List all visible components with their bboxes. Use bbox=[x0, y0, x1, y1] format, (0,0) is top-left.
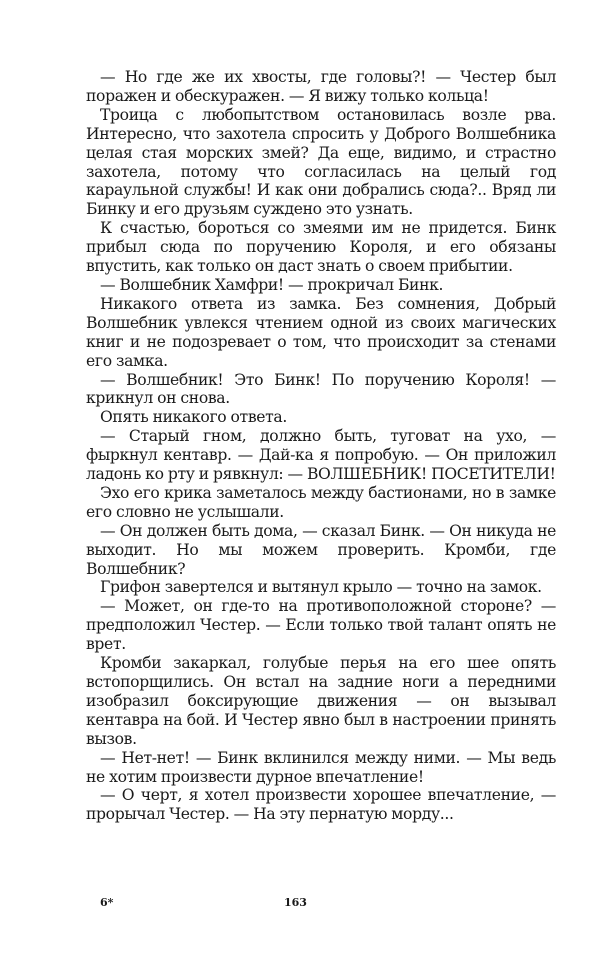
page-number: 163 bbox=[284, 896, 307, 909]
text-column bbox=[86, 68, 556, 824]
paragraph: Кромби закаркал, голубые перья на его шее опять встопорщились. Он встал на задние ноги а передними изобразил боксирующие движения — он вызывал кентавра на бой. И Честер явно был в настроении принять вызов. bbox=[86, 654, 556, 748]
paragraph: Троица с любопытством остановилась возле рва. Интересно, что захотела спросить у Доброго Волшебника целая стая морских змей? Да еще, видимо, и страстно захотела, потому что согласилась на целый год караульной службы! И как они добрались сюда?.. Вряд ли Бинку и его друзьям суждено это узнать. bbox=[86, 105, 556, 219]
paragraph: — Может, он где-то на противоположной стороне? — предположил Честер. — Если только твой талант опять не врет. bbox=[86, 597, 556, 654]
signature-mark: 6* bbox=[100, 896, 114, 909]
paragraph: Опять никакого ответа. bbox=[100, 408, 287, 427]
paragraph: — О черт, я хотел произвести хорошее впечатление, — прорычал Честер. — На эту пернатую морду... bbox=[86, 786, 556, 824]
page-footer bbox=[0, 896, 600, 916]
paragraph: — Волшебник Хамфри! — прокричал Бинк. bbox=[100, 275, 444, 294]
paragraph: К счастью, бороться со змеями им не придется. Бинк прибыл сюда по поручению Короля, и его обязаны впустить, как только он даст знать о своем прибытии. bbox=[86, 219, 556, 276]
paragraph: — Но где же их хвосты, где головы?! — Честер был поражен и обескуражен. — Я вижу только кольца! bbox=[86, 68, 556, 105]
paragraph: — Нет-нет! — Бинк вклинился между ними. — Мы ведь не хотим произвести дурное впечатление! bbox=[86, 748, 556, 786]
paragraph: Никакого ответа из замка. Без сомнения, Добрый Волшебник увлекся чтением одной из своих магических книг и не подозревает о том, что происходит за стенами его замка. bbox=[86, 294, 556, 370]
paragraph: — Старый гном, должно быть, туговат на ухо, — фыркнул кентавр. — Дай-ка я попробую. — Он приложил ладонь ко рту и рявкнул: — ВОЛШЕБНИК! ПОСЕТИТЕЛИ! bbox=[86, 427, 556, 484]
paragraph: Грифон завертелся и вытянул крыло — точно на замок. bbox=[100, 578, 542, 597]
paragraph: — Волшебник! Это Бинк! По поручению Короля! — крикнул он снова. bbox=[86, 370, 556, 408]
paragraph: Эхо его крика заметалось между бастионами, но в замке его словно не услышали. bbox=[86, 483, 556, 521]
paragraph: — Он должен быть дома, — сказал Бинк. — Он никуда не выходит. Но мы можем проверить. Кромби, где Волшебник? bbox=[86, 521, 556, 578]
